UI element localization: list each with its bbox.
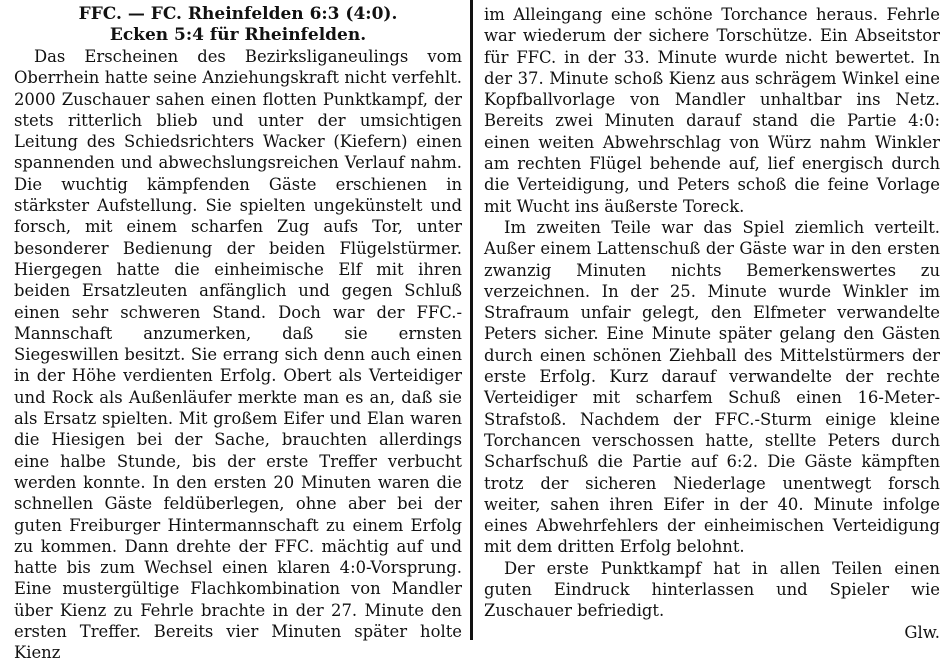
right-column: [476, 0, 950, 640]
article-paragraph: Das Erscheinen des Bezirksliganeulings vom Oberrhein hatte seine Anziehungskraft nicht verfehlt. 2000 Zuschauer sahen einen flotten Punktkampf, der stets ritterlich blieb und unter der umsichtigen Leitung des Schiedsrichters Wacker (Kiefern) einen spannenden und abwechslungsreichen Verlauf nahm. Die wuchtig kämpfenden Gäste erschienen in stärkster Aufstellung. Sie spielten ungekünstelt und forsch, mit einem scharfen Zug aufs Tor, unter besonderer Bedienung der beiden Flügelstürmer. Hiergegen hatte die einheimische Elf mit ihren beiden Ersatzleuten anfänglich und gegen Schluß einen sehr schweren Stand. Doch war der FFC.-Mannschaft anzumerken, daß sie ernsten Siegeswillen besitzt. Sie errang sich denn auch einen in der Höhe verdienten Erfolg. Obert als Verteidiger und Rock als Außenläufer merkte man es an, daß sie als Ersatz spielten. Mit großem Eifer und Elan waren die Hiesigen bei der Sache, brauchten allerdings eine halbe Stunde, bis der erste Treffer verbucht werden konnte. In den ersten 20 Minuten waren die schnellen Gäste feldüberlegen, ohne aber bei der guten Freiburger Hintermannschaft zu einem Erfolg zu kommen. Dann drehte der FFC. mächtig auf und hatte bis zum Wechsel einen klaren 4:0-Vorsprung. Eine mustergültige Flachkombination von Mandler über Kienz zu Fehrle brachte in der 27. Minute den ersten Treffer. Bereits vier Minuten später holte Kienz: [14, 47, 462, 663]
subheadline: Ecken 5:4 für Rheinfelden.: [109, 25, 367, 45]
column-divider: [470, 0, 473, 640]
byline: Glw.: [904, 622, 940, 642]
article-paragraph: Im zweiten Teile war das Spiel ziemlich verteilt. Außer einem Lattenschuß der Gäste war in den ersten zwanzig Minuten nichts Bemerkenswertes zu verzeichnen. In der 25. Minute wurde Winkler im Strafraum unfair gelegt, den Elfmeter verwandelte Peters sicher. Eine Minute später gelang den Gästen durch einen schönen Ziehball des Mittelstürmers der erste Erfolg. Kurz darauf verwandelte der rechte Verteidiger mit scharfem Schuß einen 16-Meter-Strafstoß. Nachdem der FFC.-Sturm einige kleine Torchancen verschossen hatte, stellte Peters durch Scharfschuß die Partie auf 6:2. Die Gäste kämpften trotz der sicheren Niederlage unentwegt forsch weiter, sahen ihren Eifer in der 40. Minute infolge eines Abwehrfehlers der einheimischen Verteidigung mit dem dritten Erfolg belohnt.: [484, 217, 940, 557]
left-column: [0, 0, 468, 663]
article-paragraph: im Alleingang eine schöne Torchance heraus. Fehrle war wiederum der sichere Torschütze. Ein Abseitstor für FFC. in der 33. Minute wurde nicht bewertet. In der 37. Minute schoß Kienz aus schrägem Winkel eine Kopfballvorlage von Mandler unhaltbar ins Netz. Bereits zwei Minuten darauf stand die Partie 4:0: einen weiten Abwehrschlag von Würz nahm Winkler am rechten Flügel behende auf, lief energisch durch die Verteidigung, und Peters schoß die feine Vorlage mit Wucht ins äußerste Toreck.: [484, 5, 940, 216]
article-paragraph: Der erste Punktkampf hat in allen Teilen einen guten Eindruck hinterlassen und Spieler wie Zuschauer befriedigt.: [484, 558, 940, 621]
headline: FFC. — FC. Rheinfelden 6:3 (4:0).: [78, 4, 398, 24]
